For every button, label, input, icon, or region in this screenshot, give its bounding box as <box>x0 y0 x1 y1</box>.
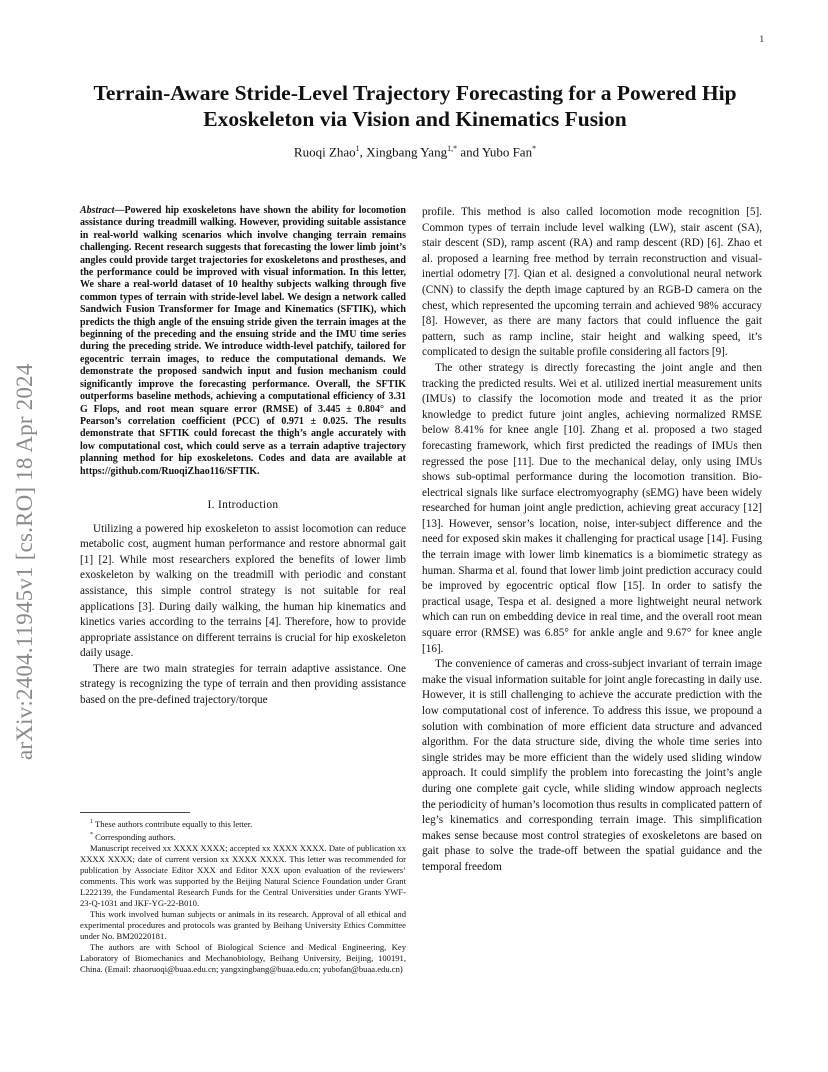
paper-title: Terrain-Aware Stride-Level Trajectory Forecasting for a Powered Hip Exoskeleton via Vision and Kinematics Fusion <box>93 81 737 131</box>
right-column <box>422 205 762 876</box>
author-affiliation-mark: * <box>532 144 537 153</box>
abstract-text: —Powered hip exoskeletons have shown the ability for locomotion assistance during treadmill walking. However, providing suitable assistance in real-world walking scenarios which involve changing terrain remains challenging. Recent research suggests that forecasting the lower limb joint’s angles could provide target trajectories for exoskeletons and prostheses, and the performance could be improved with visual information. In this letter, We share a real-world dataset of 10 healthy subjects walking through five common types of terrain with stride-level label. We design a network called Sandwich Fusion Transformer for Image and Kinematics (SFTIK), which predicts the thigh angle of the ensuing stride given the terrain images at the beginning of the preceding and the ensuing stride and the IMU time series during the preceding stride. We introduce width-level patchify, tailored for egocentric terrain images, to reduce the computational demands. We demonstrate the proposed sandwich input and fusion mechanism could significantly improve the forecasting performance. Overall, the SFTIK outperforms baseline methods, achieving a computational efficiency of 3.31 G Flops, and root mean square error (RMSE) of 3.445 ± 0.804° and Pearson’s correlation coefficient (PCC) of 0.971 ± 0.025. The results demonstrate that SFTIK could forecast the thigh’s angle accurately with low computational cost, which could serve as a terrain adaptive trajectory planning method for hip exoskeletons. Codes and data are available at https://github.com/RuoqiZhao116/SFTIK. <box>80 205 406 477</box>
author-affiliation-mark: 1 <box>355 144 360 153</box>
footnote-affiliation: The authors are with School of Biological Science and Medical Engineering, Key Laboratory of Biomechanics and Mechanobiology, Beihang University, Beijing, 100191, China. (Email: zhaoruoqi@buaa.edu.cn; yangxingbang@buaa.edu.cn; yubofan@buaa.edu.cn) <box>80 941 406 974</box>
footnote-ethics: This work involved human subjects or animals in its research. Approval of all ethical and experimental procedures and protocols was granted by Beihang University Ethics Committee under No. BM20220181. <box>80 908 406 941</box>
footnote-text: These authors contribute equally to this letter. <box>93 818 253 829</box>
left-column <box>80 205 406 709</box>
author-name: and Yubo Fan <box>457 144 533 160</box>
author-name: Ruoqi Zhao <box>293 144 356 160</box>
footnote-divider <box>80 812 190 813</box>
footnote-corresponding <box>80 830 406 843</box>
body-paragraph: Utilizing a powered hip exoskeleton to assist locomotion can reduce metabolic cost, augment human performance and restore abnormal gait [1] [2]. While most researchers explored the benefits of lower limb exoskeleton by walking on the treadmill with periodic and constant assistance, this simple control strategy is not suitable for real applications [3]. During daily walking, the human hip kinematics and kinetics varies according to the terrains [4]. Therefore, how to provide appropriate assistance on different terrains is crucial for hip exoskeleton daily usage. <box>80 522 406 660</box>
footnote-manuscript: Manuscript received xx XXXX XXXX; accepted xx XXXX XXXX. Date of publication xx XXXX XXXX; date of current version xx XXXX XXXX. This letter was recommended for publication by Associate Editor XXX and Editor XXX upon evaluation of the reviewers’ comments. This work was supported by the Beijing Natural Science Foundation under Grant L222139, the Fundamental Research Funds for the Central Universities under Grants YWF-23-Q-1031 and JKF-YG-22-B010. <box>80 842 406 908</box>
abstract <box>80 205 406 478</box>
footnote-equal-contribution <box>80 817 406 830</box>
footnote-mark: * <box>90 831 93 838</box>
body-paragraph: There are two main strategies for terrain adaptive assistance. One strategy is recognizing the type of terrain and then providing assistance based on the pre-defined trajectory/torque <box>80 662 406 707</box>
section-heading: I. Introduction <box>207 498 279 511</box>
author-name: , Xingbang Yang <box>359 144 448 160</box>
arxiv-identifier: arXiv:2404.11945v1 [cs.RO] 18 Apr 2024 <box>12 363 37 760</box>
footnote-text: Corresponding authors. <box>93 831 176 842</box>
abstract-label: Abstract <box>80 205 115 216</box>
body-paragraph: profile. This method is also called locomotion mode recognition [5]. Common types of terrain include level walking (LW), stair ascent (SA), stair descent (SD), ramp ascent (RA) and ramp descent (RD) [6]. Zhao et al. proposed a learning free method by terrain reconstruction and visual-inertial odometry [7]. Qian et al. designed a convolutional neural network (CNN) to classify the depth image captured by an RGB-D camera on the chest, which represented the upcoming terrain and achieved 98% accuracy [8]. However, as there are many factors that could influence the gait pattern, such as ramp incline, stair height and walking speed, it’s complicated to design the suitable profile considering all factors [9]. <box>422 206 762 359</box>
author-affiliation-mark: 1,* <box>447 144 458 153</box>
page-number: 1 <box>759 34 764 44</box>
footnote-mark: 1 <box>90 819 93 825</box>
footnotes <box>80 812 406 975</box>
author-list <box>80 144 750 160</box>
body-paragraph: The other strategy is directly forecasting the joint angle and then tracking the predicted results. Wei et al. utilized inertial measurement units (IMUs) to classify the locomotion mode and treated it as the prior knowledge to predict future joint angles, achieving normalized RMSE below 8.41% for knee angle [10]. Zhang et al. proposed a two staged forecasting framework, which first predicted the readings of IMUs then regressed the pose [11]. Due to the mechanical delay, only using IMUs shows sub-optimal performance during the locomotion transition. Bio-electrical signals like surface electromyography (sEMG) have been widely researched for human joint angle prediction, achieving great accuracy [12] [13]. However, sensor’s location, noise, inter-subject difference and the need for exposed skin makes it challenging for practical usage [14]. Fusing the terrain image with lower limb kinematics is a biomimetic strategy as human. Sharma et al. found that lower limb joint prediction accuracy could be improved by egocentric optical flow [15]. In order to satisfy the practical usage, Tespa et al. designed a more lightweight neural network which can run on embedding device in real time, and the overall root mean square error (RMSE) was 6.85° for ankle angle and 9.67° for knee angle [16]. <box>422 361 762 655</box>
body-paragraph: The convenience of cameras and cross-subject invariant of terrain image make the visual information suitable for joint angle forecasting in daily use. However, it is still challenging to achieve the accurate prediction with the low computational cost of inference. To address this issue, we propound a solution with combination of more efficient data structure and advanced algorithm. For the data structure side, diving the whole time series into single strides may be more efficient than the widely used sliding window approach. It could simplify the problem into forecasting the joint’s angle during one complete gait cycle, while sliding window approach neglects the periodicity of human’s locomotion thus results in complicated pattern of leg’s kinematics and corresponding terrain image. This simplification makes sense because most control strategies of exoskeletons are based on gait phase to solve the trade-off between the spatial guidance and the temporal freedom <box>422 658 762 873</box>
